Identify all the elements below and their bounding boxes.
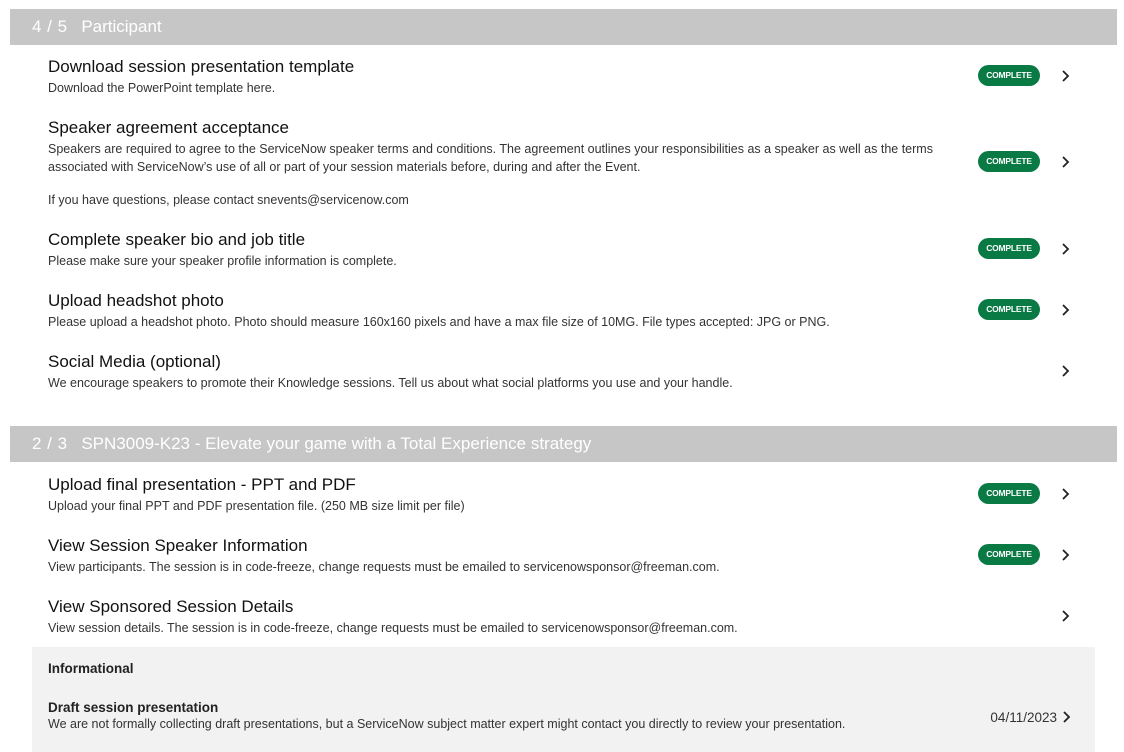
- complete-badge: COMPLETE: [978, 483, 1040, 504]
- task-title: View Session Speaker Information: [48, 536, 308, 555]
- section-progress-count: 4 / 5: [32, 17, 68, 36]
- task-speaker-agreement[interactable]: [48, 117, 1078, 212]
- complete-badge: COMPLETE: [978, 238, 1040, 259]
- complete-badge: COMPLETE: [978, 151, 1040, 172]
- task-contact-note: [48, 191, 1078, 209]
- info-item-title: Draft session presentation: [48, 700, 219, 715]
- task-description: Please upload a headshot photo. Photo should measure 160x160 pixels and have a max file size of 10MG. File types accepted: JPG or PNG.: [48, 315, 830, 329]
- complete-badge: COMPLETE: [978, 299, 1040, 320]
- task-title: Upload final presentation - PPT and PDF: [48, 475, 356, 494]
- info-item-date: 04/11/2023: [990, 710, 1057, 725]
- chevron-right-icon[interactable]: [1058, 548, 1072, 562]
- chevron-right-icon[interactable]: [1058, 155, 1072, 169]
- chevron-right-icon[interactable]: [1058, 609, 1072, 623]
- chevron-right-icon[interactable]: [1058, 487, 1072, 501]
- informational-panel: [32, 647, 1095, 752]
- task-title: Complete speaker bio and job title: [48, 230, 306, 249]
- section-title: Participant: [81, 17, 162, 36]
- task-description: View session details. The session is in code-freeze, change requests must be emailed to servicenowsponsor@freeman.com.: [48, 621, 738, 635]
- chevron-right-icon[interactable]: [1058, 242, 1072, 256]
- contact-prefix: If you have questions, please contact: [48, 193, 258, 207]
- task-description: Speakers are required to agree to the ServiceNow speaker terms and conditions. The agreement outlines your responsibilities as a speaker as well as the terms associated with ServiceNow’s use of all or part of your session materials before, during and after the Event.: [48, 142, 933, 174]
- chevron-right-icon[interactable]: [1059, 710, 1073, 724]
- task-view-session-details[interactable]: [48, 596, 1078, 640]
- task-headshot-photo[interactable]: [48, 290, 1078, 334]
- contact-email-link[interactable]: snevents@servicenow.com: [257, 193, 409, 207]
- task-social-media[interactable]: [48, 351, 1078, 395]
- task-description: Please make sure your speaker profile information is complete.: [48, 254, 397, 268]
- task-download-template[interactable]: [48, 56, 1078, 100]
- informational-label: Informational: [48, 661, 134, 676]
- complete-badge: COMPLETE: [978, 544, 1040, 565]
- task-upload-final-presentation[interactable]: [48, 474, 1078, 518]
- complete-badge: COMPLETE: [978, 65, 1040, 86]
- task-description: View participants. The session is in code-freeze, change requests must be emailed to servicenowsponsor@freeman.com.: [48, 560, 720, 574]
- section-header-session[interactable]: [10, 426, 1117, 462]
- task-title: Upload headshot photo: [48, 291, 224, 310]
- task-title: View Sponsored Session Details: [48, 597, 294, 616]
- section-title: SPN3009-K23 - Elevate your game with a Total Experience strategy: [81, 434, 592, 453]
- task-description: Upload your final PPT and PDF presentation file. (250 MB size limit per file): [48, 499, 465, 513]
- chevron-right-icon[interactable]: [1058, 364, 1072, 378]
- section-progress-count: 2 / 3: [32, 434, 68, 453]
- section-header-participant[interactable]: [10, 9, 1117, 45]
- task-description: Download the PowerPoint template here.: [48, 81, 276, 95]
- task-title: Speaker agreement acceptance: [48, 118, 289, 137]
- task-view-speaker-info[interactable]: [48, 535, 1078, 579]
- info-item-description: We are not formally collecting draft presentations, but a ServiceNow subject matter expert might contact you directly to review your presentation.: [48, 717, 846, 731]
- task-speaker-bio[interactable]: [48, 229, 1078, 273]
- chevron-right-icon[interactable]: [1058, 69, 1072, 83]
- chevron-right-icon[interactable]: [1058, 303, 1072, 317]
- task-title: Social Media (optional): [48, 352, 221, 371]
- task-description: We encourage speakers to promote their Knowledge sessions. Tell us about what social platforms you use and your handle.: [48, 376, 733, 390]
- task-title: Download session presentation template: [48, 57, 355, 76]
